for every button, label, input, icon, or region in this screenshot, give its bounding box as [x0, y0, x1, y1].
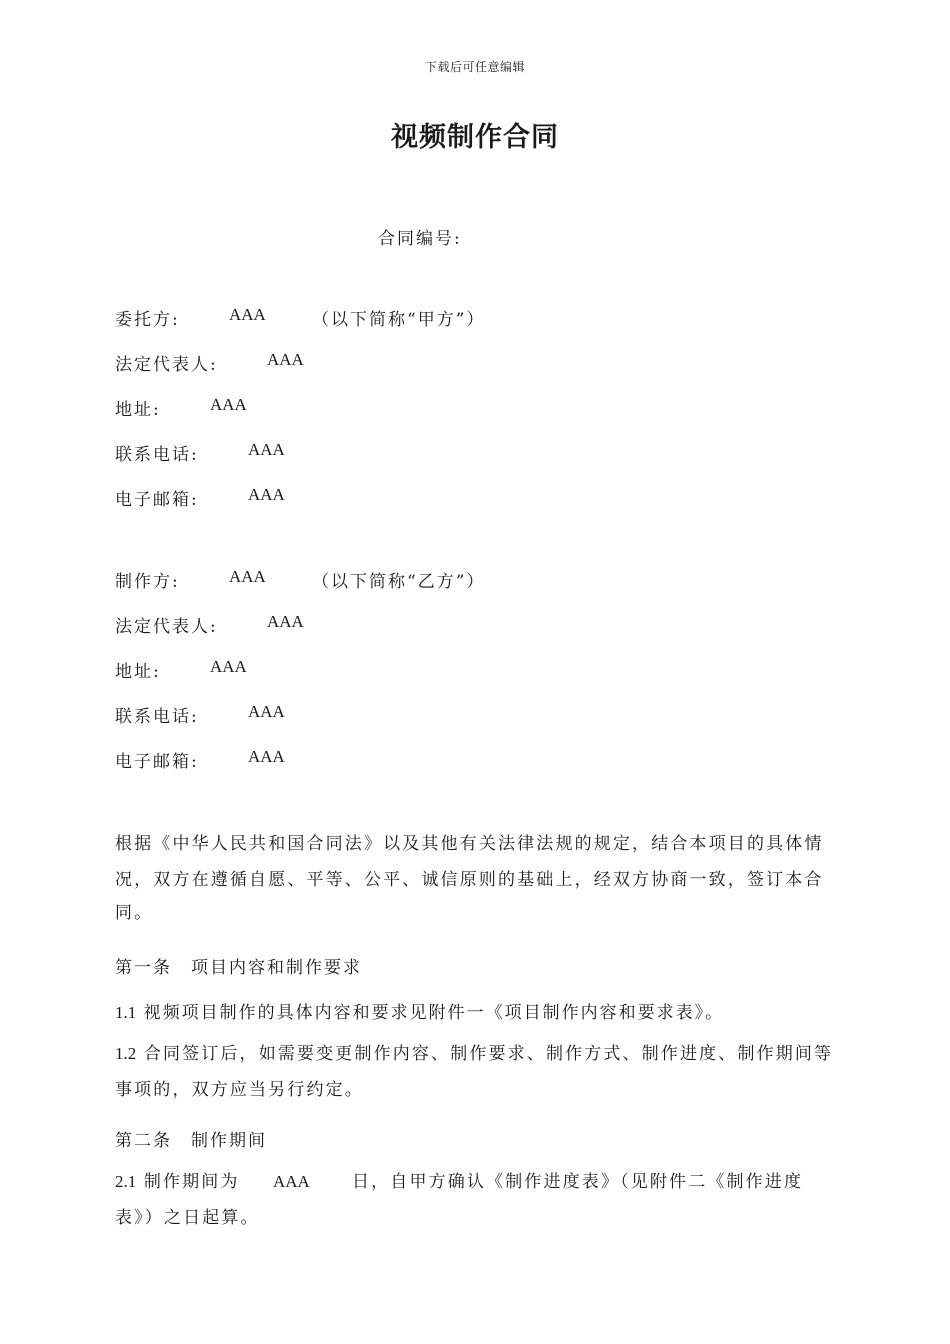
contract-number-label: 合同编号: — [378, 229, 462, 249]
party-b-email-label: 电子邮箱: — [115, 752, 199, 772]
preamble-line: 况，双方在遵循自愿、平等、公平、诚信原则的基础上，经双方协商一致，签订本合 — [115, 870, 824, 890]
clause-1-2-text: 合同签订后，如需要变更制作内容、制作要求、制作方式、制作进度、制作期间等 — [143, 1044, 834, 1064]
preamble-paragraph — [115, 826, 835, 931]
party-a-address-label: 地址: — [115, 400, 161, 420]
party-a-address-line — [115, 395, 247, 420]
clause-2-1-pre: 制作期间为 — [143, 1172, 240, 1192]
party-b-address-line — [115, 657, 247, 682]
preamble-line: 同。 — [115, 903, 154, 923]
clause-1-1-text: 视频项目制作的具体内容和要求见附件一《项目制作内容和要求表》。 — [143, 1003, 725, 1023]
party-b-address-label: 地址: — [115, 662, 161, 682]
party-b-phone-label: 联系电话: — [115, 707, 199, 727]
party-b-role-label: 制作方: — [115, 572, 180, 592]
clause-1-2-text: 事项的，双方应当另行约定。 — [115, 1080, 364, 1100]
party-b-address-value: AAA — [210, 657, 247, 676]
clause-2-1-value: AAA — [273, 1172, 310, 1191]
party-a-phone-line — [115, 440, 285, 465]
party-b-email-line — [115, 747, 285, 772]
party-b-rep-label: 法定代表人: — [115, 617, 218, 637]
clause-2-1 — [115, 1164, 835, 1236]
party-b-rep-value: AAA — [267, 612, 304, 631]
party-a-email-label: 电子邮箱: — [115, 490, 199, 510]
clause-1-2 — [115, 1036, 835, 1108]
party-a-role-value: AAA — [229, 305, 266, 324]
party-b-phone-value: AAA — [248, 702, 285, 721]
clause-2-1-text: 表》）之日起算。 — [115, 1208, 260, 1228]
party-a-role-label: 委托方: — [115, 310, 180, 330]
party-a-address-value: AAA — [210, 395, 247, 414]
clause-1-1-number: 1.1 — [115, 1003, 137, 1022]
preamble-line: 根据《中华人民共和国合同法》以及其他有关法律法规的规定，结合本项目的具体情 — [115, 834, 824, 854]
clause-1-2-number: 1.2 — [115, 1044, 137, 1063]
header-note: 下载后可任意编辑 — [424, 60, 525, 74]
party-b-role-line — [115, 567, 486, 592]
clause-2-1-number: 2.1 — [115, 1172, 137, 1191]
party-a-phone-label: 联系电话: — [115, 445, 199, 465]
clause-1-1 — [115, 998, 724, 1023]
party-b-rep-line — [115, 612, 304, 637]
party-a-role-line — [115, 305, 486, 330]
article-2-heading: 第二条 制作期间 — [115, 1131, 267, 1151]
clause-2-1-post: 日，自甲方确认《制作进度表》（见附件二《制作进度 — [352, 1172, 804, 1192]
party-b-email-value: AAA — [248, 747, 285, 766]
party-a-email-value: AAA — [248, 485, 285, 504]
party-a-email-line — [115, 485, 285, 510]
party-b-phone-line — [115, 702, 285, 727]
party-b-role-value: AAA — [229, 567, 266, 586]
party-a-rep-label: 法定代表人: — [115, 355, 218, 375]
party-b-short-name: （以下简称“乙方”） — [312, 572, 486, 592]
document-title: 视频制作合同 — [391, 122, 559, 153]
party-a-phone-value: AAA — [248, 440, 285, 459]
party-a-rep-value: AAA — [267, 350, 304, 369]
article-1-heading: 第一条 项目内容和制作要求 — [115, 958, 362, 978]
party-a-short-name: （以下简称“甲方”） — [312, 310, 486, 330]
party-a-rep-line — [115, 350, 304, 375]
